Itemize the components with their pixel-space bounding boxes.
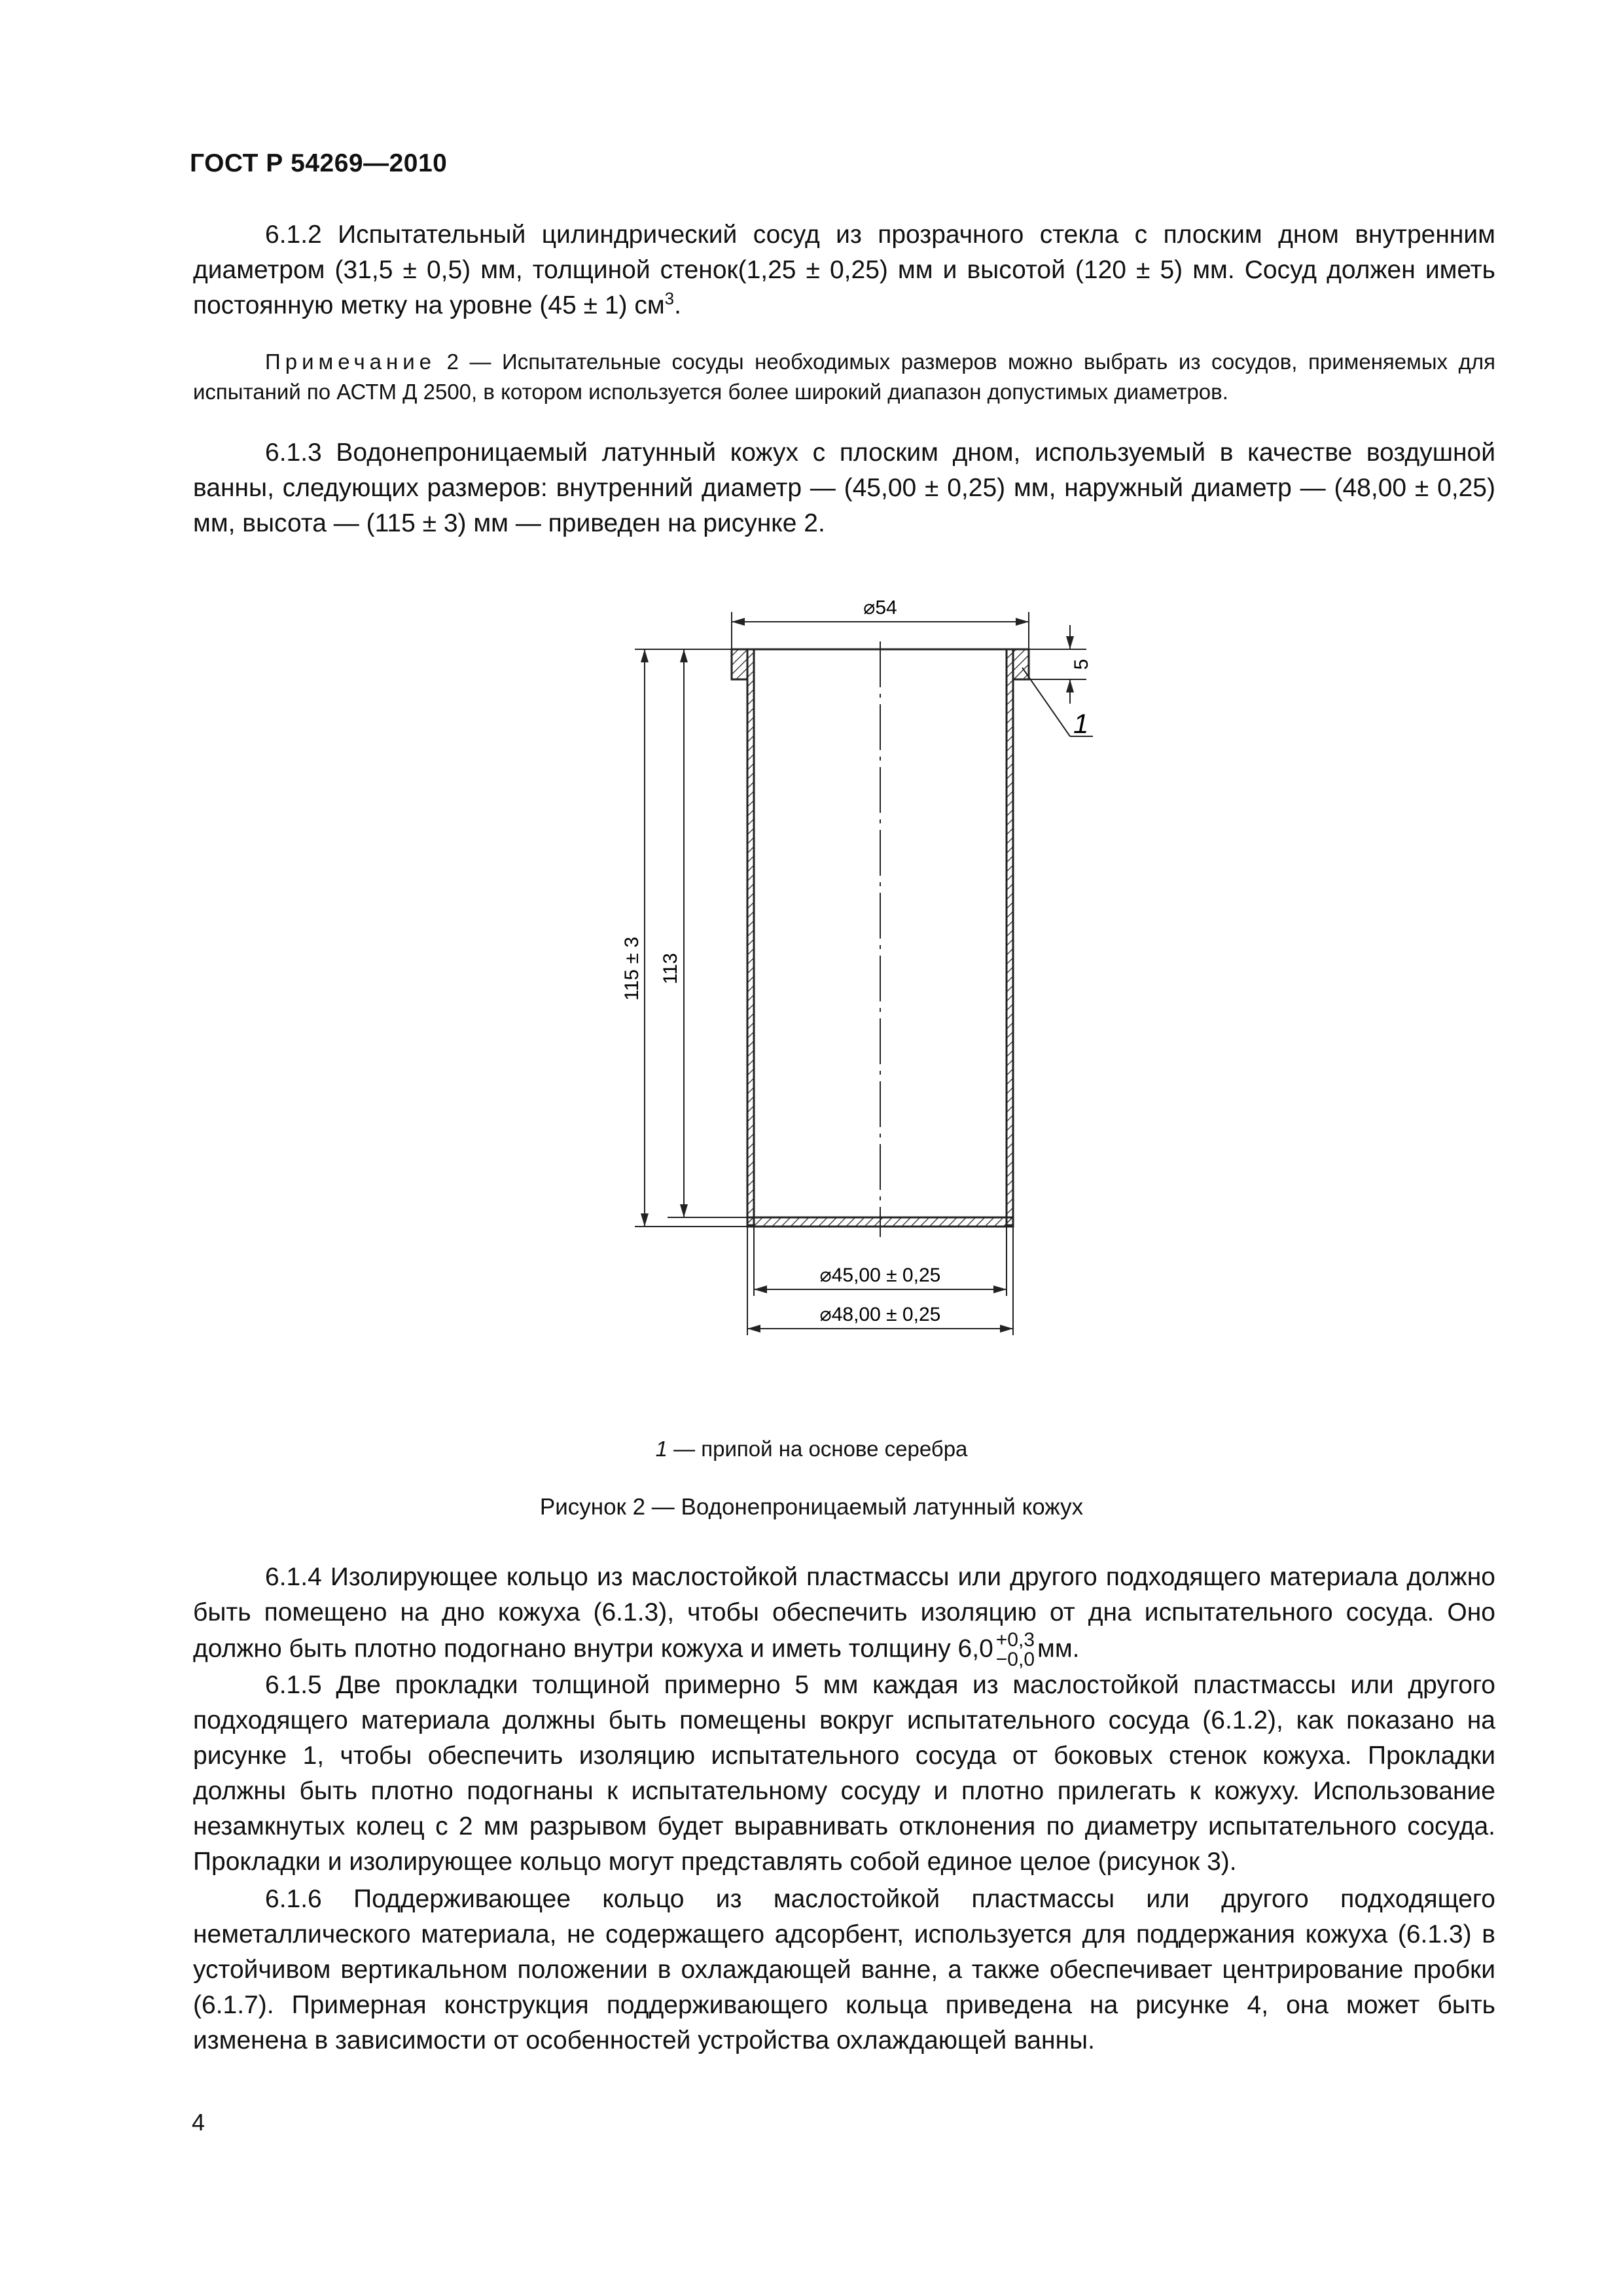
tolerance-upper: +0,3 xyxy=(995,1629,1035,1651)
tolerance-fraction xyxy=(996,1630,1035,1670)
note-2 xyxy=(193,347,1495,407)
arrowhead xyxy=(732,618,745,626)
arrowhead xyxy=(641,649,649,662)
dim-label-5: 5 xyxy=(1071,658,1092,670)
tolerance-lower: −0,0 xyxy=(995,1649,1035,1670)
paragraph-6-1-4: 6.1.4 Изолирующее кольцо из маслостойкой пластмассы или другого подходящего материала должно быть помещено на дно кожуха (6.1.3), чтобы обеспечить изоляцию от дна испытательного сосуда. Оно должно быть плотно подогнано внутри кожуха и иметь толщину 6,0 +0,3 −0,0 мм. xyxy=(193,1563,1495,1670)
arrowhead xyxy=(754,1285,767,1293)
dim-label-115: 115 ± 3 xyxy=(621,937,643,1001)
document-header: ГОСТ Р 54269—2010 xyxy=(190,149,448,177)
page-number: 4 xyxy=(192,2109,205,2136)
callout-leader xyxy=(1022,668,1070,736)
paragraph-6-1-2-text: 6.1.2 Испытательный цилиндрический сосуд из прозрачного стекла с плоским дном внутренним диаметром (31,5 ± 0,5) мм, толщиной стенок(1,25 ± 0,25) мм и высотой (120 ± 5) мм. Сосуд должен иметь постоянную метку на уровне (45 ± 1) см xyxy=(193,221,1495,319)
paragraph-6-1-5: 6.1.5 Две прокладки толщиной примерно 5 мм каждая из маслостойкой пластмассы или другого подходящего материала должны быть помещены вокруг испытательного сосуда (6.1.2), как показано на рисунке 1, чтобы обеспечить изоляцию испытательного сосуда от боковых стенок кожуха. Прокладки должны быть плотно подогнаны к испытательному сосуду и плотно прилегать к кожуху. Использование незамкнутых колец с 2 мм разрывом будет выравнивать отклонения по диаметру испытательного сосуда. Прокладки и изолирующее кольцо могут представлять собой единое целое (рисунок 3). xyxy=(193,1671,1495,1876)
dim-label-48: ⌀48,00 ± 0,25 xyxy=(819,1304,941,1325)
paragraph-6-1-2: 6.1.2 Испытательный цилиндрический сосуд из прозрачного стекла с плоским дном внутренним диаметром (31,5 ± 0,5) мм, толщиной стенок(1,25 ± 0,25) мм и высотой (120 ± 5) мм. Сосуд должен иметь постоянную метку на уровне (45 ± 1) $см^3$. xyxy=(193,221,1495,319)
legend-number: 1 xyxy=(655,1437,668,1461)
figure-legend xyxy=(0,1437,1623,1462)
arrowhead xyxy=(680,649,688,662)
note-text: 2 — Испытательные сосуды необходимых размеров можно выбрать из сосудов, применяемых для испытаний по АСТМ Д 2500, в котором используется более широкий диапазон допустимых диаметров. xyxy=(193,350,1495,404)
figure-2-drawing xyxy=(589,576,1113,1427)
arrowhead xyxy=(1016,618,1029,626)
superscript-3: 3 xyxy=(664,289,675,308)
legend-text: — припой на основе серебра xyxy=(667,1437,968,1461)
dim-label-45: ⌀45,00 ± 0,25 xyxy=(819,1265,941,1286)
arrowhead xyxy=(993,1285,1007,1293)
arrowhead xyxy=(1066,636,1074,649)
arrowhead xyxy=(747,1325,760,1333)
solder-flange-left xyxy=(732,649,747,679)
arrowhead xyxy=(1000,1325,1013,1333)
wall-right xyxy=(1007,649,1013,1225)
paragraph-6-1-6: 6.1.6 Поддерживающее кольцо из маслостойкой пластмассы или другого подходящего неметаллического материала, не содержащего адсорбент, используется для поддержания кожуха (6.1.3) в устойчивом вертикальном положении в охлаждающей ванне, а также обеспечивает центрирование пробки (6.1.7). Примерная конструкция поддерживающего кольца приведена на рисунке 4, она может быть изменена в зависимости от особенностей устройства охлаждающей ванны. xyxy=(193,1885,1495,2054)
arrowhead xyxy=(1066,679,1074,692)
paragraph-6-1-3: 6.1.3 Водонепроницаемый латунный кожух с плоским дном, используемый в качестве воздушной ванны, следующих размеров: внутренний диаметр — (45,00 ± 0,25) мм, наружный диаметр — (48,00 ± 0,25) мм, высота — (115 ± 3) мм — приведен на рисунке 2. xyxy=(193,439,1495,537)
dim-label-113: 113 xyxy=(660,953,681,984)
arrowhead xyxy=(641,1213,649,1227)
dim-label-54: ⌀54 xyxy=(863,597,897,619)
arrowhead xyxy=(680,1204,688,1217)
wall-left xyxy=(747,649,754,1225)
note-label: Примечание xyxy=(265,350,437,374)
figure-caption: Рисунок 2 — Водонепроницаемый латунный кожух xyxy=(539,1494,1084,1520)
solder-flange-right xyxy=(1013,649,1029,679)
callout-number-1: 1 xyxy=(1073,708,1089,739)
